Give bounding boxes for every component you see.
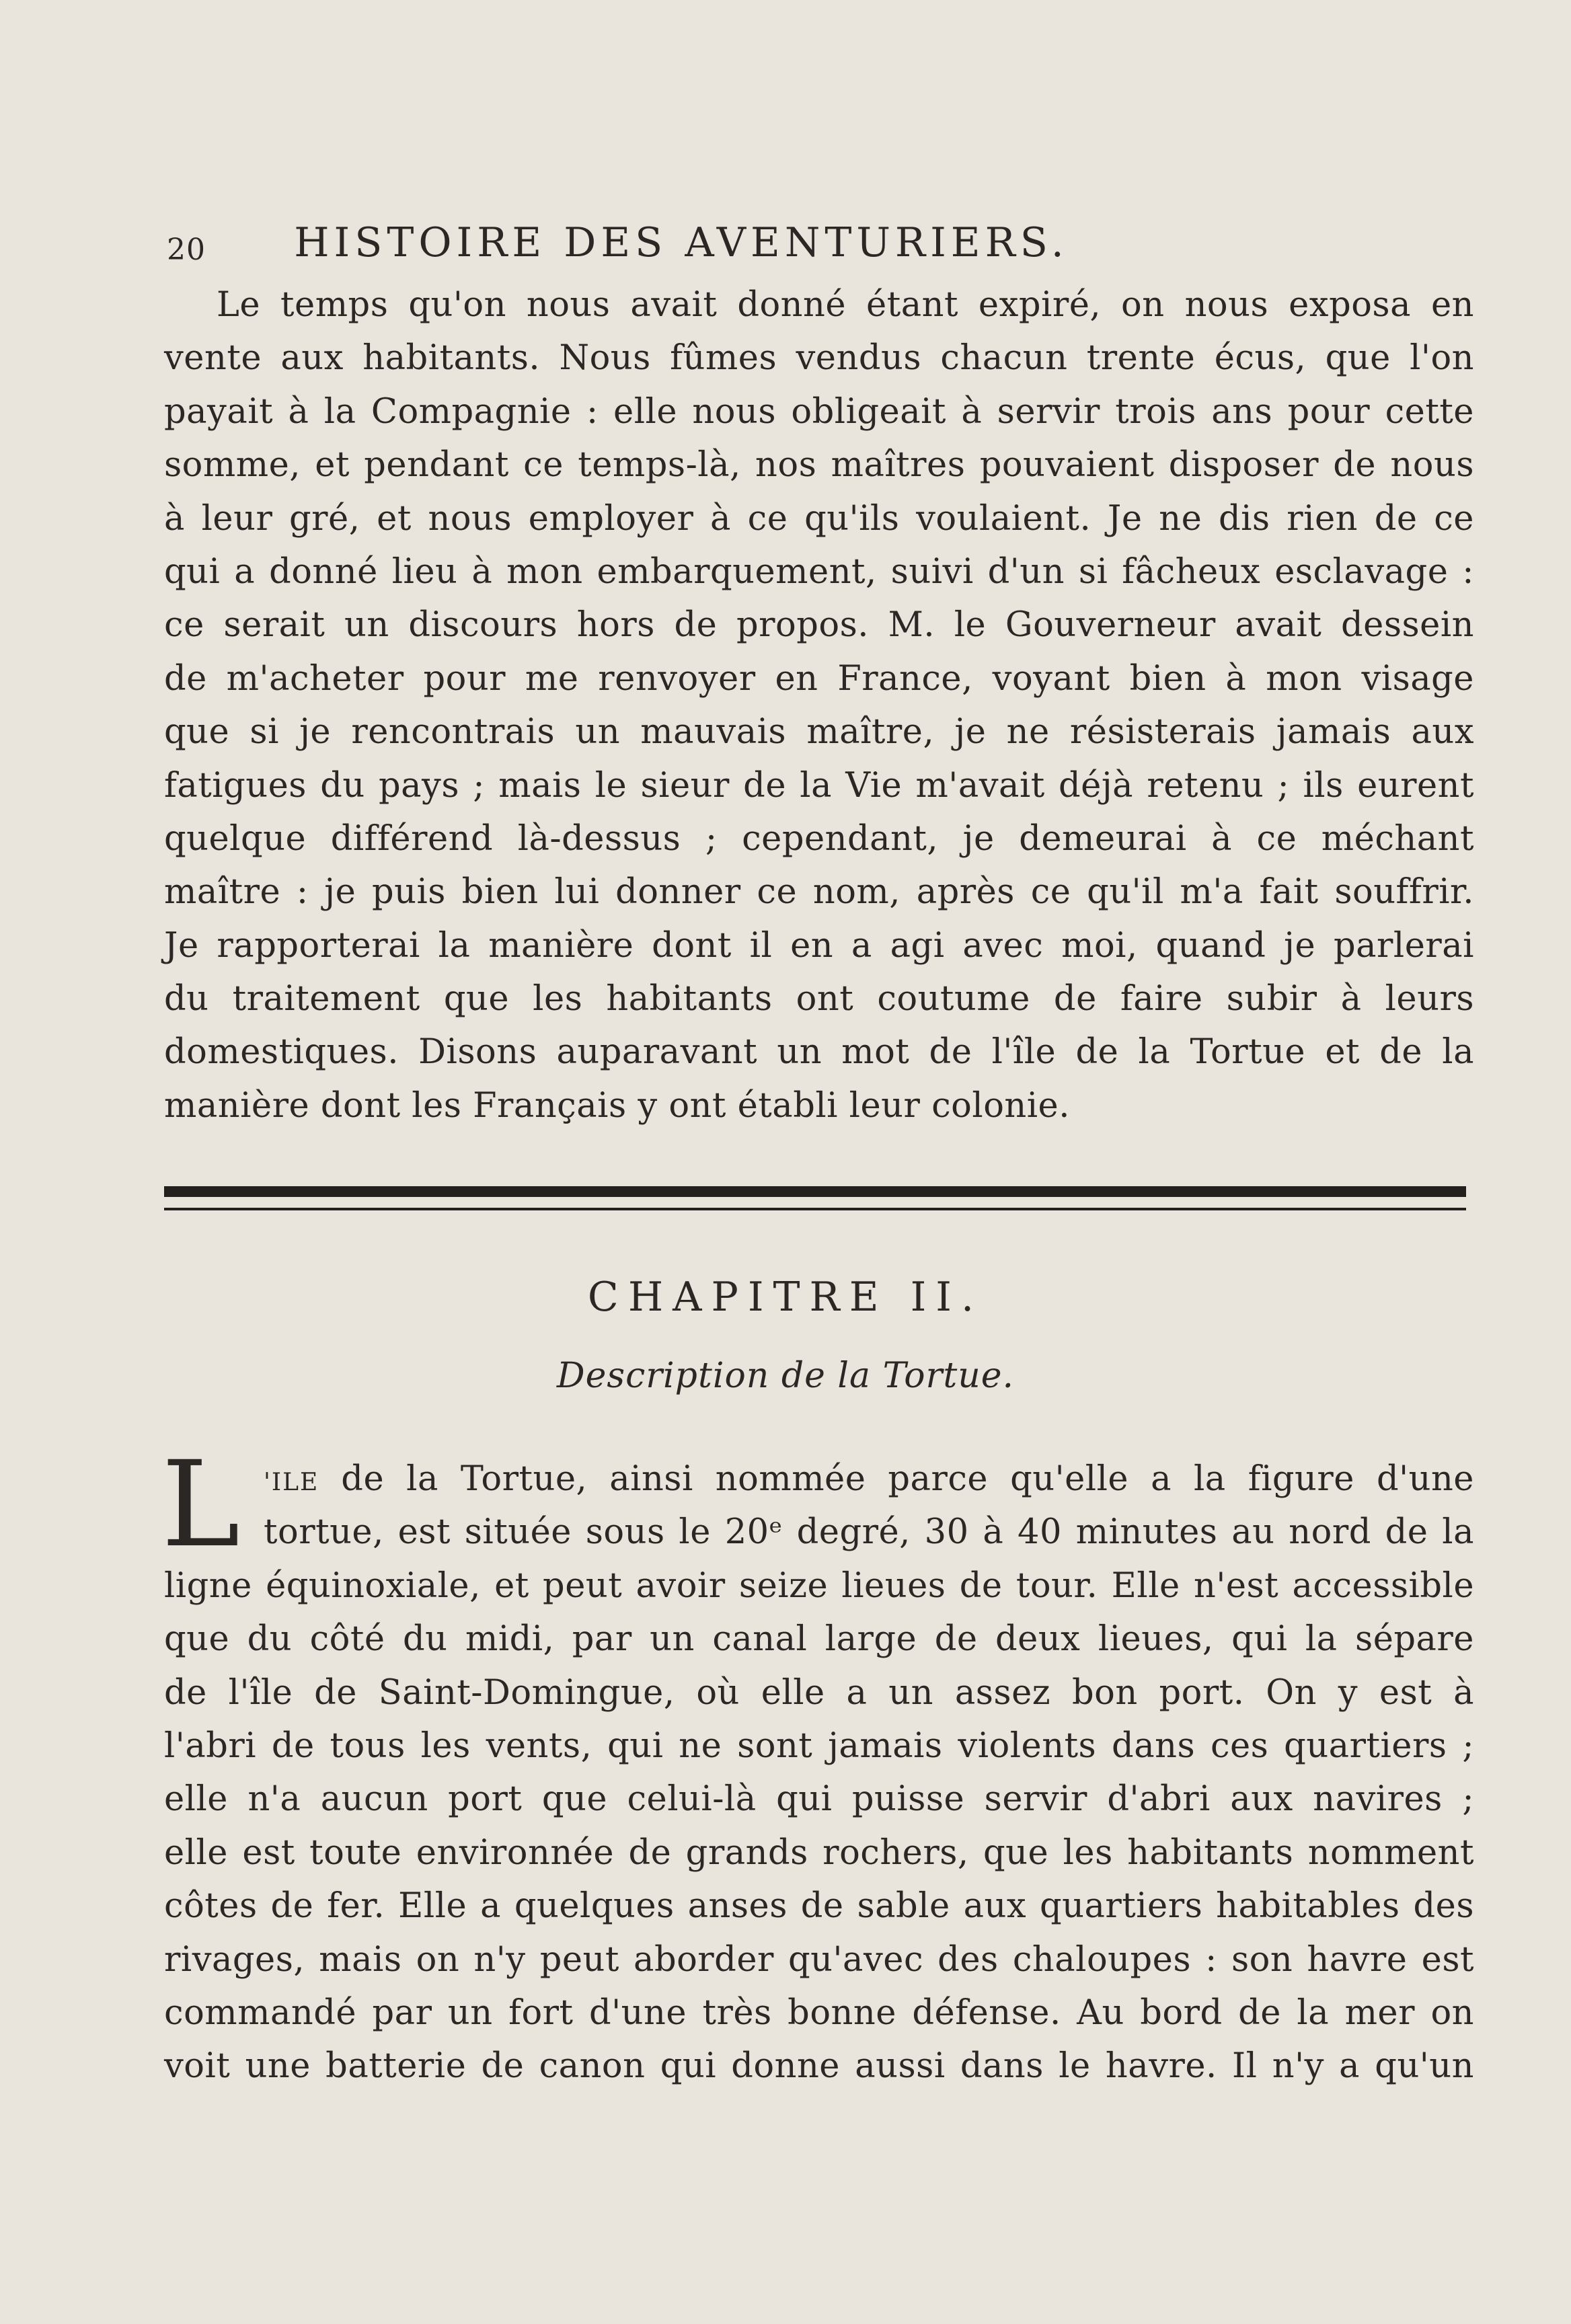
text-line: manière dont les Français y ont établi leur colonie. [164, 1085, 1070, 1126]
text-line: quelque différend là-dessus ; cependant, je demeurai à ce méchant [164, 818, 1474, 859]
chapter-title: CHAPITRE II. [587, 1274, 984, 1321]
text-line: du traitement que les habitants ont coutume de faire subir à leurs [164, 979, 1474, 1019]
text-line: Je rapporterai la manière dont il en a agi avec moi, quand je parlerai [164, 925, 1474, 966]
paragraph-2 [164, 1452, 1474, 2093]
text-line: voit une batterie de canon qui donne aussi dans le havre. Il n'y a qu'un [164, 2046, 1474, 2087]
section-divider-thick [164, 1186, 1466, 1197]
text-line: côtes de fer. Elle a quelques anses de sable aux quartiers habitables des [164, 1886, 1474, 1927]
text-line: ce serait un discours hors de propos. M. le Gouverneur avait dessein [164, 605, 1474, 646]
text-line: l'abri de tous les vents, qui ne sont jamais violents dans ces quartiers ; [164, 1726, 1474, 1766]
text-line: qui a donné lieu à mon embarquement, suivi d'un si fâcheux esclavage : [164, 551, 1474, 592]
running-title: HISTOIRE DES AVENTURIERS. [294, 219, 1069, 266]
paragraph-1 [164, 278, 1474, 1132]
text-line: à leur gré, et nous employer à ce qu'ils voulaient. Je ne dis rien de ce [164, 498, 1474, 539]
text-line: elle est toute environnée de grands rochers, que les habitants nomment [164, 1832, 1474, 1873]
text-line: tortue, est située sous le 20ᵉ degré, 30 à 40 minutes au nord de la [264, 1512, 1474, 1553]
text-line: que du côté du midi, par un canal large de deux lieues, qui la sépare [164, 1619, 1474, 1660]
drop-cap: L [161, 1436, 240, 1574]
section-divider-thin [164, 1208, 1466, 1210]
text-line: commandé par un fort d'une très bonne défense. Au bord de la mer on [164, 1992, 1474, 2033]
text-line: payait à la Compagnie : elle nous obligeait à servir trois ans pour cette [164, 391, 1474, 432]
text-line: Le temps qu'on nous avait donné étant expiré, on nous exposa en [217, 285, 1474, 325]
first-line-rest: de la Tortue, ainsi nommée parce qu'elle a la figure d'une [319, 1459, 1474, 1499]
text-line: vente aux habitants. Nous fûmes vendus chacun trente écus, que l'on [164, 338, 1474, 379]
text-line: rivages, mais on n'y peut aborder qu'avec des chaloupes : son havre est [164, 1939, 1474, 1980]
chapter-subtitle: Description de la Tortue. [556, 1356, 1015, 1396]
text-line: de l'île de Saint-Domingue, où elle a un assez bon port. On y est à [164, 1672, 1474, 1713]
text-line: de m'acheter pour me renvoyer en France, voyant bien à mon visage [164, 658, 1474, 699]
running-head [167, 214, 1196, 274]
text-line: domestiques. Disons auparavant un mot de l'île de la Tortue et de la [164, 1032, 1474, 1073]
smallcaps-opening: 'ILE [264, 1469, 319, 1496]
text-line: fatigues du pays ; mais le sieur de la Vie m'avait déjà retenu ; ils eurent [164, 765, 1474, 806]
text-line: ligne équinoxiale, et peut avoir seize lieues de tour. Elle n'est accessible [164, 1565, 1474, 1606]
text-line: elle n'a aucun port que celui-là qui puisse servir d'abri aux navires ; [164, 1779, 1474, 1820]
text-line: que si je rencontrais un mauvais maître, je ne résisterais jamais aux [164, 712, 1474, 752]
text-line: somme, et pendant ce temps-là, nos maîtres pouvaient disposer de nous [164, 445, 1474, 486]
page-number: 20 [167, 233, 206, 267]
text-line: maître : je puis bien lui donner ce nom, après ce qu'il m'a fait souffrir. [164, 872, 1474, 913]
text-line-first [164, 1452, 1474, 1506]
